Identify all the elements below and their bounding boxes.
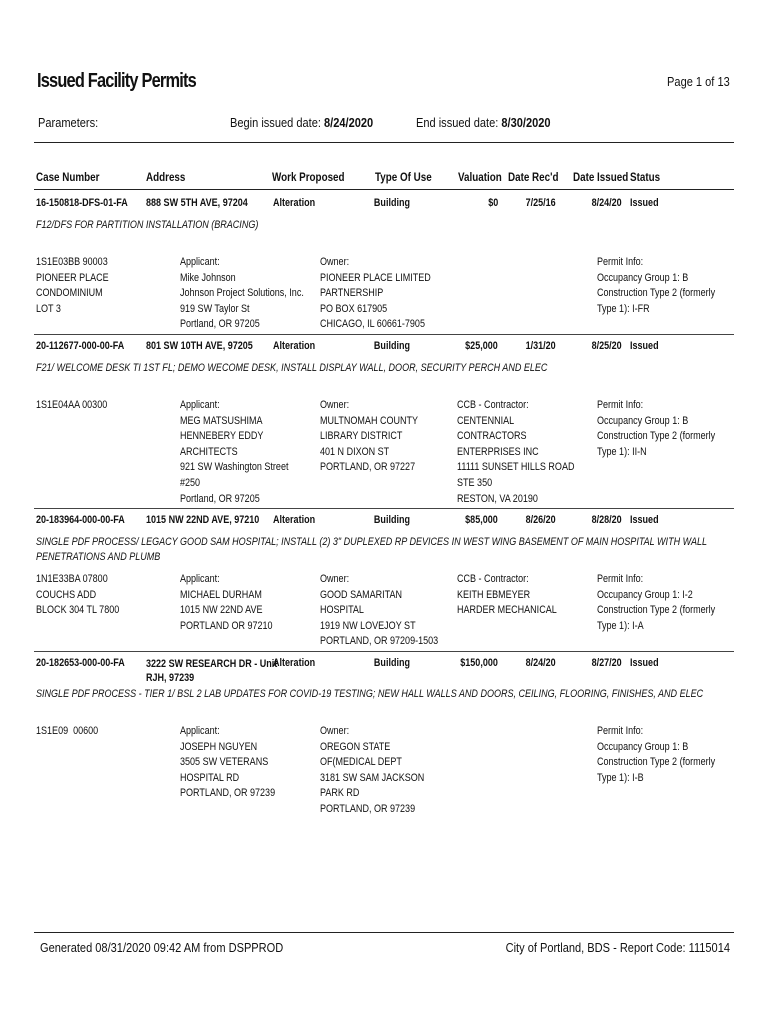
- work-proposed: Alteration: [273, 340, 316, 352]
- date-received: 8/26/20: [525, 514, 556, 526]
- address: 888 SW 5TH AVE, 97204: [146, 197, 248, 209]
- work-proposed: Alteration: [273, 197, 316, 209]
- col-status: Status: [630, 170, 661, 184]
- col-case-number: Case Number: [36, 170, 100, 184]
- header-rule: [34, 142, 734, 143]
- owner: Owner: MULTNOMAH COUNTY LIBRARY DISTRICT 401 N DIXON ST PORTLAND, OR 97227: [320, 399, 419, 474]
- owner: Owner: OREGON STATE OF(MEDICAL DEPT 3181 SW SAM JACKSON PARK RD PORTLAND, OR 97239: [320, 725, 425, 815]
- applicant: Applicant: MEG MATSUSHIMA HENNEBERY EDDY ARCHITECTS 921 SW Washington Street #250 Portland, OR 97205: [180, 399, 289, 505]
- work-description: F12/DFS FOR PARTITION INSTALLATION (BRACING): [36, 219, 259, 231]
- begin-date-param: [230, 115, 373, 130]
- property-id: 1N1E33BA 07800 COUCHS ADD BLOCK 304 TL 7800: [36, 573, 120, 617]
- type-of-use: Building: [373, 197, 410, 209]
- date-received: 8/24/20: [525, 657, 556, 669]
- applicant: Applicant: Mike Johnson Johnson Project Solutions, Inc. 919 SW Taylor St Portland, OR 97205: [180, 256, 304, 331]
- col-type-of-use: Type Of Use: [375, 170, 432, 184]
- permit-info: Permit Info: Occupancy Group 1: B Construction Type 2 (formerly Type 1): I-FR: [597, 256, 716, 315]
- report-title: Issued Facility Permits: [37, 70, 196, 92]
- valuation: $150,000: [460, 657, 498, 669]
- col-date-recd: Date Rec'd: [508, 170, 559, 184]
- footer-rule: [34, 932, 734, 933]
- date-issued: 8/28/20: [591, 514, 622, 526]
- property-id: 1S1E04AA 00300: [36, 399, 108, 411]
- col-date-issued: Date Issued: [573, 170, 629, 184]
- parameters-label: Parameters:: [38, 115, 99, 130]
- work-proposed: Alteration: [273, 514, 316, 526]
- applicant: Applicant: MICHAEL DURHAM 1015 NW 22ND AVE PORTLAND OR 97210: [180, 573, 273, 632]
- type-of-use: Building: [373, 340, 410, 352]
- col-valuation: Valuation: [458, 170, 502, 184]
- contractor: CCB - Contractor: KEITH EBMEYER HARDER MECHANICAL: [457, 573, 557, 617]
- case-number: 20-182653-000-00-FA: [36, 657, 125, 669]
- generated-note: Generated 08/31/2020 09:42 AM from DSPPROD: [40, 940, 284, 955]
- valuation: $0: [487, 197, 498, 209]
- address: 801 SW 10TH AVE, 97205: [146, 340, 253, 352]
- owner: Owner: PIONEER PLACE LIMITED PARTNERSHIP PO BOX 617905 CHICAGO, IL 60661-7905: [320, 256, 431, 331]
- contractor: CCB - Contractor: CENTENNIAL CONTRACTORS ENTERPRISES INC 11111 SUNSET HILLS ROAD STE 350 RESTON, VA 20190: [457, 399, 575, 505]
- col-work-proposed: Work Proposed: [272, 170, 345, 184]
- type-of-use: Building: [373, 514, 410, 526]
- date-issued: 8/25/20: [591, 340, 622, 352]
- record-divider: [34, 508, 734, 509]
- permit-info: Permit Info: Occupancy Group 1: B Construction Type 2 (formerly Type 1): II-N: [597, 399, 716, 458]
- columns-rule: [34, 189, 734, 190]
- begin-date-label: Begin issued date:: [230, 115, 321, 130]
- record-divider: [34, 334, 734, 335]
- work-description: F21/ WELCOME DESK TI 1ST FL; DEMO WECOME DESK, INSTALL DISPLAY WALL, DOOR, SECURITY PERCH AND ELEC: [36, 362, 548, 374]
- valuation: $85,000: [465, 514, 498, 526]
- case-number: 20-183964-000-00-FA: [36, 514, 125, 526]
- permit-info: Permit Info: Occupancy Group 1: I-2 Construction Type 2 (formerly Type 1): I-A: [597, 573, 716, 632]
- date-issued: 8/24/20: [591, 197, 622, 209]
- end-date-param: [416, 115, 551, 130]
- case-number: 20-112677-000-00-FA: [36, 340, 125, 352]
- status: Issued: [630, 340, 659, 352]
- status: Issued: [630, 514, 659, 526]
- valuation: $25,000: [465, 340, 498, 352]
- work-description: SINGLE PDF PROCESS - TIER 1/ BSL 2 LAB UPDATES FOR COVID-19 TESTING; NEW HALL WALLS AND DOORS, CEILING, FLOORING, FINISHES, AND ELEC: [36, 688, 704, 700]
- property-id: 1S1E09 00600: [36, 725, 99, 737]
- date-received: 1/31/20: [525, 340, 556, 352]
- page-number: Page 1 of 13: [667, 74, 730, 89]
- begin-date-value: 8/24/2020: [324, 115, 374, 130]
- work-description: SINGLE PDF PROCESS/ LEGACY GOOD SAM HOSPITAL; INSTALL (2) 3" DUPLEXED RP DEVICES IN WEST WING BASEMENT OF MAIN HOSPITAL WITH WALL PENETRATIONS AND PLUMB: [36, 536, 707, 563]
- property-id: 1S1E03BB 90003 PIONEER PLACE CONDOMINIUM LOT 3: [36, 256, 109, 315]
- permit-info: Permit Info: Occupancy Group 1: B Construction Type 2 (formerly Type 1): I-B: [597, 725, 716, 784]
- work-proposed: Alteration: [273, 657, 316, 669]
- date-issued: 8/27/20: [591, 657, 622, 669]
- date-received: 7/25/16: [525, 197, 556, 209]
- owner: Owner: GOOD SAMARITAN HOSPITAL 1919 NW LOVEJOY ST PORTLAND, OR 97209-1503: [320, 573, 439, 648]
- end-date-value: 8/30/2020: [501, 115, 551, 130]
- type-of-use: Building: [373, 657, 410, 669]
- address: 1015 NW 22ND AVE, 97210: [146, 514, 260, 526]
- report-code: City of Portland, BDS - Report Code: 1115014: [505, 940, 730, 955]
- col-address: Address: [146, 170, 186, 184]
- end-date-label: End issued date:: [416, 115, 499, 130]
- status: Issued: [630, 197, 659, 209]
- status: Issued: [630, 657, 659, 669]
- record-divider: [34, 651, 734, 652]
- applicant: Applicant: JOSEPH NGUYEN 3505 SW VETERANS HOSPITAL RD PORTLAND, OR 97239: [180, 725, 276, 800]
- address: 3222 SW RESEARCH DR - Unit RJH, 97239: [146, 658, 278, 684]
- case-number: 16-150818-DFS-01-FA: [36, 197, 128, 209]
